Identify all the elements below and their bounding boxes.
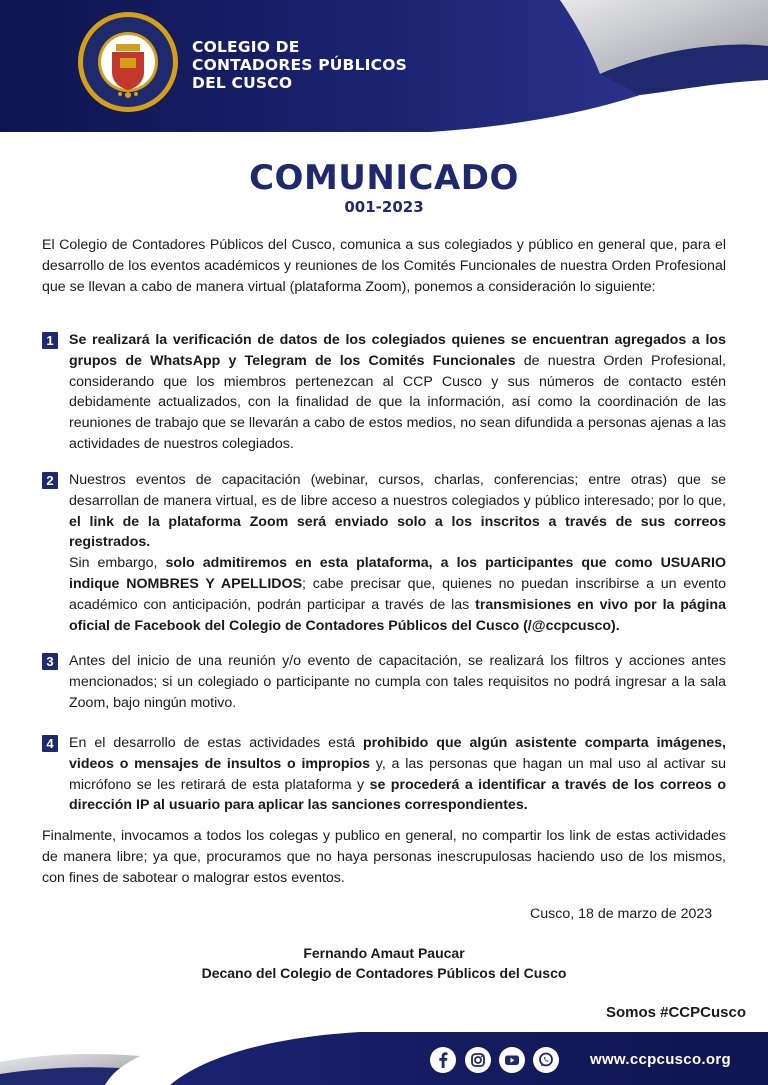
item-plain-text: de nuestra Orden Profesional, considerando que los miembros pertenezcan al CCP Cusco y sus números de contacto estén debidamente actualizados, con la finalidad de que la información, así como la coordinación de las reuniones de trabajo que se llevarán a cabo de estos medios, no sean difundida a personas ajenas a las actividades de nuestros colegiados. [69, 352, 727, 452]
document-date: Cusco, 18 de marzo de 2023 [530, 906, 713, 922]
item-bold-text: se procederá a identificar a través de los correos o dirección IP al usuario para aplicar las sanciones correspondientes. [69, 776, 727, 814]
youtube-icon[interactable] [499, 1047, 525, 1073]
signer-title: Decano del Colegio de Contadores Públicos del Cusco [201, 965, 567, 981]
closing-paragraph: Finalmente, invocamos a todos los colegas y publico en general, no compartir los link de estas actividades de manera libre; ya que, procuramos que no haya personas inescrupulosas haciendo uso de los mismos, con fines de sabotear o malograr estos eventos. [42, 828, 726, 886]
document-title: COMUNICADO [249, 158, 519, 198]
organization-name [192, 38, 407, 92]
item-plain-text: Sin embargo, [69, 555, 166, 572]
website-link[interactable]: www.ccpcusco.org [590, 1051, 731, 1068]
item-bold-text: solo admitiremos en esta plataforma, a los participantes que como USUARIO indique NOMBRES Y APELLIDOS [69, 555, 726, 592]
item-plain-text: Antes del inicio de una reunión y/o evento de capacitación, se realizará los filtros y acciones antes mencionados; si un colegiado o participante no cumpla con tales requisitos no podrá ingresar a la sala Zoom, bajo ningún motivo. [69, 653, 726, 711]
item-plain-text: ; cabe precisar que, quienes no puedan inscribirse a un evento académico con anticipación, podrán participar a través de las [69, 575, 726, 613]
logo [76, 10, 180, 114]
item-plain-text: y, a las personas que hagan un mal uso al activar su micrófono se les retirará de esta plataforma y [69, 755, 726, 793]
item-text [69, 733, 726, 816]
org-name-line-3: DEL CUSCO [192, 74, 293, 92]
item-plain-text: Nuestros eventos de capacitación (webinar, cursos, charlas, conferencias; entre otras) que se desarrollan de manera virtual, es de libre acceso a nuestros colegiados y público interesado; por lo que, [69, 472, 726, 509]
item-text [69, 330, 726, 455]
item-bold-text: prohibido que algún asistente comparta imágenes, videos o mensajes de insultos o impropios [69, 735, 726, 772]
item-number-badge: 4 [42, 735, 58, 752]
item-number-badge: 3 [42, 653, 58, 670]
item-bold-text: Se realizará la verificación de datos de los colegiados quienes se encuentran agregados a los grupos de WhatsApp y Telegram de los Comités Funcionales [69, 332, 726, 369]
whatsapp-icon[interactable] [533, 1047, 559, 1073]
facebook-icon[interactable] [430, 1047, 456, 1073]
instagram-icon[interactable] [465, 1047, 491, 1073]
org-name-line-1: COLEGIO DE [192, 38, 300, 56]
header-banner [0, 0, 768, 135]
item-number-badge: 2 [42, 472, 58, 489]
org-name-line-2: CONTADORES PÚBLICOS [192, 56, 407, 74]
document-number: 001-2023 [344, 198, 424, 216]
intro-paragraph: El Colegio de Contadores Públicos del Cusco, comunica a sus colegiados y público en general que, para el desarrollo de los eventos académicos y reuniones de los Comités Funcionales de nuestra Orden Profesional que se llevan a cabo de manera virtual (plataforma Zoom), ponemos a consideración lo siguiente: [42, 237, 726, 295]
footer-banner [0, 1032, 768, 1085]
item-number-badge: 1 [42, 332, 58, 349]
item-text [69, 651, 726, 713]
item-bold-text: el link de la plataforma Zoom será enviado solo a los inscritos a través de sus correos registrados. [69, 513, 726, 551]
signer-name: Fernando Amaut Paucar [303, 945, 465, 961]
hashtag: Somos #CCPCusco [605, 1004, 746, 1021]
item-plain-text: En el desarrollo de estas actividades está [69, 735, 363, 751]
item-text [69, 470, 726, 636]
item-bold-text: transmisiones en vivo por la página oficial de Facebook del Colegio de Contadores Públicos del Cusco (/@ccpcusco). [69, 596, 726, 634]
